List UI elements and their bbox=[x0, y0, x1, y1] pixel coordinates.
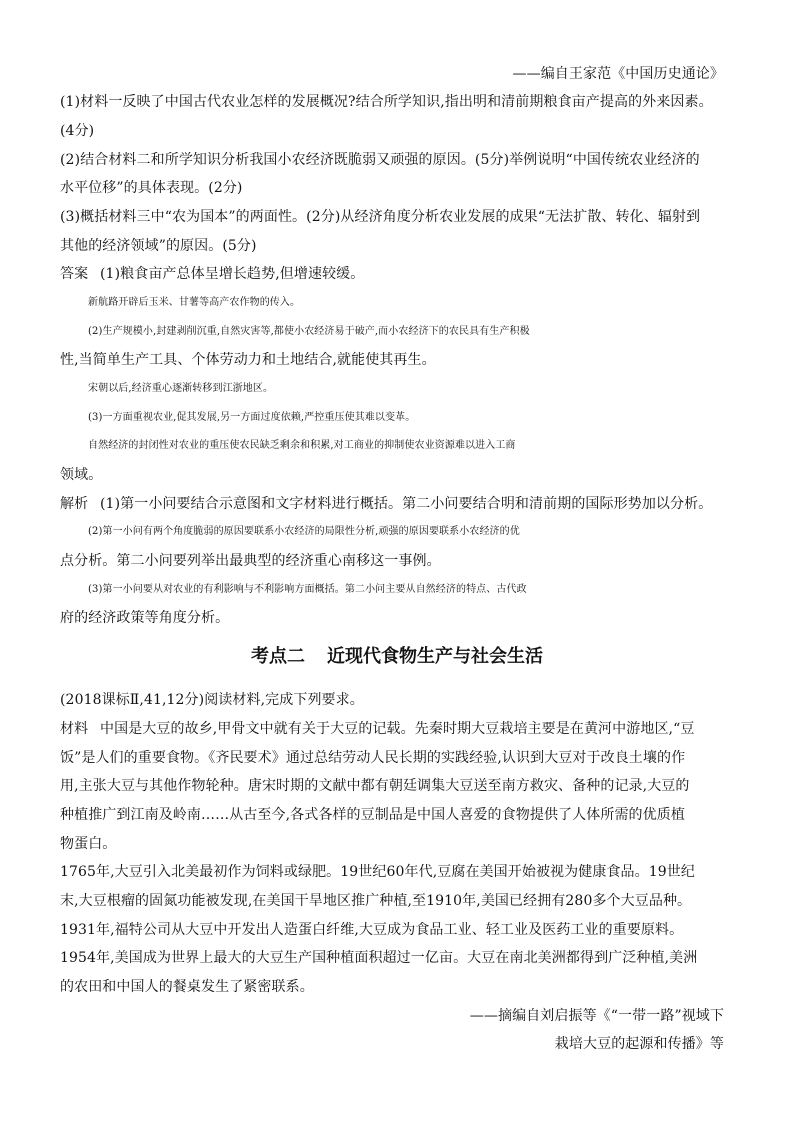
material-line: 用,主张大豆与其他作物轮种。唐宋时期的文献中都有朝廷调集大豆送至南方救灾、备种的记录,大豆的 bbox=[60, 778, 690, 794]
history-line: 末,大豆根瘤的固氮功能被发现,在美国干旱地区推广种植,至1910年,美国已经拥有280多个大豆品种。 bbox=[60, 893, 692, 909]
analysis-line: (3)第一小问要从对农业的有利影响与不利影响方面概括。第二小问主要从自然经济的特点、古代政 bbox=[88, 584, 527, 595]
material-text: 中国是大豆的故乡,甲骨文中就有关于大豆的记载。先秦时期大豆栽培主要是在黄河中游地区,“豆 bbox=[100, 721, 695, 737]
answer-line: 自然经济的封闭性对农业的重压使农民缺乏剩余和积累,对工商业的抑制使农业资源难以进入工商 bbox=[88, 440, 516, 451]
material-line: 种植推广到江南及岭南……从古至今,各式各样的豆制品是中国人喜爱的食物提供了人体所需的优质植 bbox=[60, 807, 685, 823]
answer-label: 答案 bbox=[60, 266, 89, 282]
answer-text: (1)粮食亩产总体呈增长趋势,但增速较缓。 bbox=[100, 266, 365, 282]
history-line: 1954年,美国成为世界上最大的大豆生产国种植面积超过一亿亩。大豆在南北美洲都得到广泛种植,美洲 bbox=[60, 950, 698, 966]
section-title-text: 近现代食物生产与社会生活 bbox=[327, 646, 543, 667]
analysis-line: 府的经济政策等角度分析。 bbox=[60, 610, 230, 626]
history-line: 的农田和中国人的餐桌发生了紧密联系。 bbox=[60, 979, 314, 995]
question-line: (2)结合材料二和所学知识分析我国小农经济既脆弱又顽强的原因。(5分)举例说明“中国传统农业经济的 bbox=[60, 152, 700, 168]
history-line: 1765年,大豆引入北美最初作为饲料或绿肥。19世纪60年代,豆腐在美国开始被视为健康食品。19世纪 bbox=[60, 864, 695, 880]
section-title bbox=[0, 645, 794, 669]
question-line: (3)概括材料三中“农为国本”的两面性。(2分)从经济角度分析农业发展的成果“无法扩散、转化、辐射到 bbox=[60, 209, 701, 225]
answer-line: 领域。 bbox=[60, 467, 103, 483]
source-citation-1: ——编自王家范《中国历史通论》 bbox=[512, 66, 724, 82]
analysis-line: 点分析。第二小问要列举出最典型的经济重心南移这一事例。 bbox=[60, 553, 441, 569]
answer-line: 性,当简单生产工具、个体劳动力和土地结合,就能使其再生。 bbox=[60, 352, 436, 368]
history-line: 1931年,福特公司从大豆中开发出人造蛋白纤维,大豆成为食品工业、轻工业及医药工业的重要原料。 bbox=[60, 922, 684, 938]
material-line: 饭”是人们的重要食物。《齐民要术》通过总结劳动人民长期的实践经验,认识到大豆对于改良土壤的作 bbox=[60, 750, 686, 766]
source-citation-2-cont: 栽培大豆的起源和传播》等 bbox=[554, 1036, 724, 1052]
material-label: 材料 bbox=[60, 721, 89, 737]
answer-line: 新航路开辟后玉米、甘薯等高产农作物的传入。 bbox=[88, 297, 301, 308]
question-line: (1)材料一反映了中国古代农业怎样的发展概况?结合所学知识,指出明和清前期粮食亩产提高的外来因素。 bbox=[60, 94, 713, 110]
analysis-first-line bbox=[60, 494, 740, 514]
section-title-number: 考点二 bbox=[251, 646, 305, 667]
analysis-label: 解析 bbox=[60, 496, 89, 512]
question-line: 其他的经济领域”的原因。(5分) bbox=[60, 238, 257, 254]
analysis-text: (1)第一小问要结合示意图和文字材料进行概括。第二小问要结合明和清前期的国际形势加以分析。 bbox=[100, 496, 713, 512]
answer-first-line bbox=[60, 264, 740, 284]
material-first-line bbox=[60, 719, 740, 739]
answer-line: (2)生产规模小,封建剥削沉重,自然灾害等,都使小农经济易于破产,而小农经济下的农民具有生产积极 bbox=[88, 326, 530, 337]
answer-line: (3)一方面重视农业,促其发展,另一方面过度依赖,严控重压使其难以变革。 bbox=[88, 412, 416, 423]
question-line: 水平位移”的具体表现。(2分) bbox=[60, 180, 243, 196]
material-line: 物蛋白。 bbox=[60, 836, 117, 852]
source-citation-2: ——摘编自刘启振等《“一带一路”视域下 bbox=[469, 1008, 724, 1024]
question-line: (4分) bbox=[60, 123, 95, 139]
answer-line: 宋朝以后,经济重心逐渐转移到江浙地区。 bbox=[88, 383, 274, 394]
analysis-line: (2)第一小问有两个角度脆弱的原因要联系小农经济的局限性分析,顽强的原因要联系小农经济的优 bbox=[88, 526, 520, 537]
exam-intro: (2018课标Ⅱ,41,12分)阅读材料,完成下列要求。 bbox=[60, 692, 364, 708]
